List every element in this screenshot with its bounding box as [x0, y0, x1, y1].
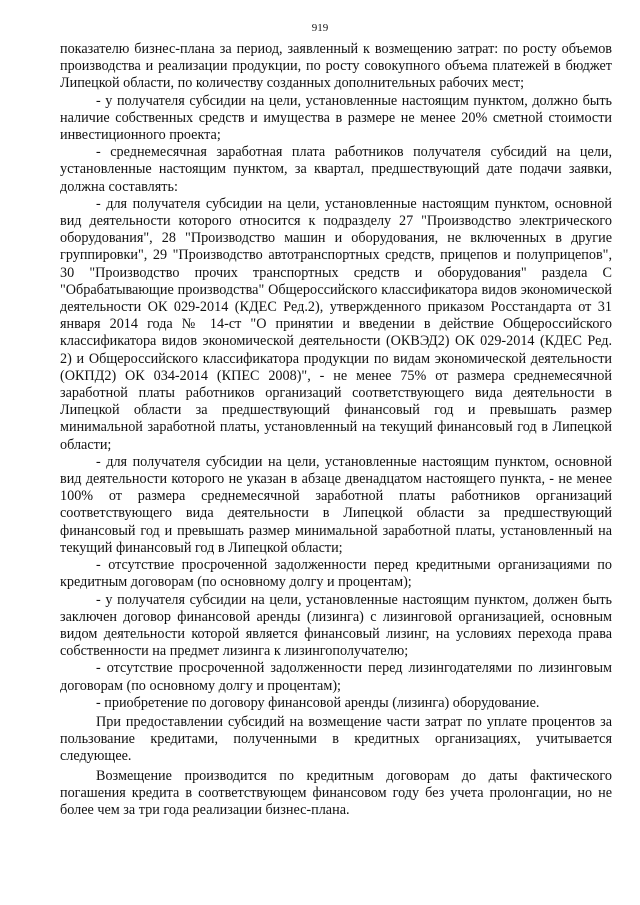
paragraph-1: показателю бизнес-плана за период, заявленный к возмещению затрат: по росту объемов производства и реализации продукции, по росту совокупного объема платежей в бюджет Липецкой области, по количеству созданных дополнительных рабочих мест;	[60, 41, 612, 92]
paragraph-9: - приобретение по договору финансовой аренды (лизинга) оборудование.	[96, 694, 540, 711]
page-number: 919	[311, 22, 329, 34]
paragraph-3: - среднемесячная заработная плата работников получателя субсидий на цели, установленные настоящим пунктом, за квартал, предшествующий дате подачи заявки, должна составлять:	[60, 144, 612, 195]
paragraph-4: - для получателя субсидии на цели, установленные настоящим пунктом, основной вид деятельности которого относится к подразделу 27 "Производство электрического оборудования", 28 "Производство машин и оборудования, не включенных в другие группировки", 29 "Производство автотранспортных средств, прицепов и полуприцепов", 30 "Производство прочих транспортных средств и оборудования" раздела С "Обрабатывающие производства" Общероссийского классификатора видов экономической деятельности ОК 029-2014 (КДЕС Ред.2), утвержденного приказом Росстандарта от 31 января 2014 года № 14-ст "О принятии и введении в действие Общероссийского классификатора видов экономической деятельности (ОКВЭД2) ОК 029-2014 (КДЕС Ред. 2) и Общероссийского классификатора продукции по видам экономической деятельности (ОКПД2) ОК 034-2014 (КПЕС 2008)", - не менее 75% от размера среднемесячной заработной платы работников организаций соответствующего вида деятельности в Липецкой области за предшествующий финансовый год и превышать размер минимальной заработной платы, установленный на текущий финансовый год в Липецкой области;	[60, 195, 612, 453]
paragraph-10: При предоставлении субсидий на возмещение части затрат по уплате процентов за пользование кредитами, полученными в кредитных организациях, учитывается следующее.	[60, 713, 612, 765]
document-body	[60, 41, 612, 819]
paragraph-2: - у получателя субсидии на цели, установленные настоящим пунктом, должно быть наличие собственных средств и имущества в размере не менее 20% сметной стоимости инвестиционного проекта;	[60, 92, 612, 144]
paragraph-6: - отсутствие просроченной задолженности перед кредитными организациями по кредитным договорам (по основному долгу и процентам);	[60, 557, 612, 591]
paragraph-8: - отсутствие просроченной задолженности перед лизингодателями по лизинговым договорам (по основному долгу и процентам);	[60, 660, 612, 694]
paragraph-7: - у получателя субсидии на цели, установленные настоящим пунктом, должен быть заключен договор финансовой аренды (лизинга) с лизинговой организацией, основным видом деятельности которой является финансовый лизинг, на условиях перехода права собственности на предмет лизинга к лизингополучателю;	[60, 591, 612, 660]
paragraph-11: Возмещение производится по кредитным договорам до даты фактического погашения кредита в соответствующем финансовом году без учета пролонгации, но не более чем за три года реализации бизнес-плана.	[60, 767, 612, 818]
paragraph-5: - для получателя субсидии на цели, установленные настоящим пунктом, основной вид деятельности которого не указан в абзаце двенадцатом настоящего пункта, - не менее 100% от размера среднемесячной заработной платы работников организаций соответствующего вида деятельности в Липецкой области за предшествующий финансовый год и превышать размер минимальной заработной платы, установленный на текущий финансовый год в Липецкой области;	[60, 453, 612, 556]
